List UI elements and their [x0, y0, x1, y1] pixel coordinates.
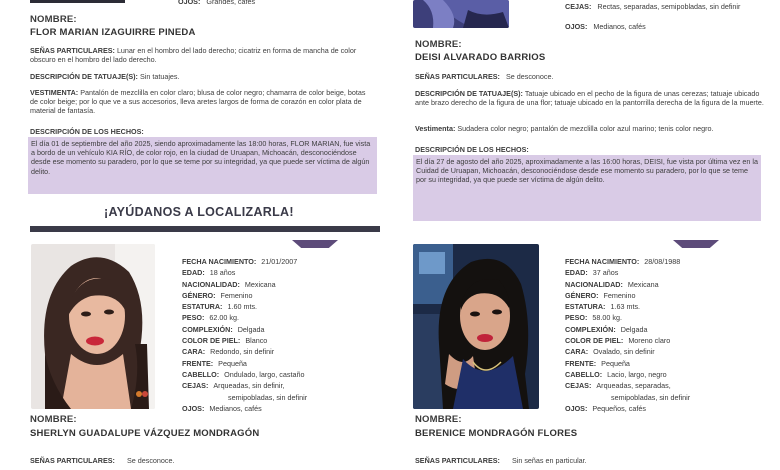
field-label: CEJAS:: [565, 2, 592, 11]
senas-value: Lunar en el hombro del lado derecho; cicatriz en forma de mancha de color obscuro en el hombro del lado derecho.: [30, 46, 357, 65]
tatuajes-block: [30, 72, 375, 81]
detail-value: Medianos, cafés: [209, 403, 262, 413]
vestimenta-value: Pantalón de mezclilla en color claro; blusa de color negro; chamarra de color beige, botas de color beige; por lo que ve a sus accesorios, lleva aretes largos de forma de corazón en color plata de material de fantasía.: [30, 88, 366, 116]
detail-label: GÉNERO:: [182, 290, 216, 300]
hechos-label: DESCRIPCIÓN DE LOS HECHOS:: [415, 145, 529, 154]
detail-value: Redondo, sin definir: [210, 347, 275, 357]
detail-row: [182, 312, 307, 323]
detail-row: [182, 369, 307, 380]
name-label: NOMBRE:: [415, 414, 462, 425]
name-block: [415, 414, 577, 439]
column-divider: [385, 0, 397, 470]
senas-value: Se desconoce.: [505, 72, 554, 81]
detail-row: [565, 256, 690, 267]
field-value: Rectas, separadas, semipobladas, sin definir: [597, 2, 741, 11]
detail-value: Mexicana: [627, 279, 659, 289]
detail-row: [565, 346, 690, 357]
detail-row: [182, 358, 307, 369]
person-name: SHERLYN GUADALUPE VÁZQUEZ MONDRAGÓN: [30, 428, 260, 439]
person-name: BERENICE MONDRAGÓN FLORES: [415, 428, 578, 439]
detail-row: [182, 403, 307, 414]
detail-label: EDAD:: [182, 268, 205, 278]
detail-row: [565, 335, 690, 346]
detail-row: [565, 403, 690, 414]
detail-row: [182, 335, 307, 346]
detail-value: Arqueadas, separadas,: [596, 381, 671, 391]
person-photo: [413, 0, 509, 28]
name-label: NOMBRE:: [30, 14, 77, 25]
detail-value: 21/01/2007: [261, 257, 298, 266]
detail-row: [182, 392, 307, 403]
tatuajes-value: Sin tatuajes.: [139, 72, 180, 81]
detail-row: [182, 301, 307, 312]
details-list: [182, 256, 307, 414]
person-name: FLOR MARIAN IZAGUIRRE PINEDA: [30, 27, 196, 38]
senas-label: SEÑAS PARTICULARES:: [30, 46, 115, 55]
detail-label: EDAD:: [565, 268, 588, 278]
detail-value: Femenino: [603, 290, 636, 300]
senas-block: [30, 456, 375, 465]
detail-value: 1.60 mts.: [227, 302, 258, 312]
detail-value: 58.00 kg.: [592, 313, 622, 323]
detail-label: COMPLEXIÓN:: [565, 324, 616, 334]
detail-label: PESO:: [565, 313, 588, 323]
detail-row: [565, 312, 690, 323]
detail-value: Pequeños, cafés: [592, 403, 646, 413]
detail-row: [182, 324, 307, 335]
detail-value: Moreno claro: [628, 336, 671, 346]
name-label: NOMBRE:: [30, 414, 77, 425]
detail-value: 62.00 kg.: [209, 313, 239, 323]
header-tab: [673, 240, 719, 248]
detail-row: [565, 380, 690, 391]
detail-value: Mexicana: [244, 279, 276, 289]
hechos-box: [413, 155, 761, 221]
person-photo: [31, 244, 155, 409]
detail-label: CABELLO:: [182, 369, 220, 379]
detail-value: Arqueadas, sin definir,: [213, 381, 285, 391]
name-block: [30, 14, 196, 38]
bottom-bar: [30, 226, 380, 232]
detail-label: PESO:: [182, 313, 205, 323]
detail-row: [182, 290, 307, 301]
field-value: Medianos, cafés: [593, 22, 646, 31]
field-label: OJOS:: [565, 22, 588, 31]
detail-label: FECHA NACIMIENTO:: [565, 257, 640, 266]
detail-label: ESTATURA:: [565, 302, 606, 312]
header-tab: [292, 240, 338, 248]
senas-block: [415, 72, 765, 81]
cejas-field: [565, 2, 747, 11]
detail-label: NACIONALIDAD:: [182, 279, 240, 289]
detail-row: [182, 346, 307, 357]
senas-block: [415, 456, 760, 465]
missing-person-card-berenice: [397, 236, 780, 470]
detail-value: Delgada: [237, 324, 265, 334]
detail-row: [565, 369, 690, 380]
vestimenta-label: Vestimenta:: [415, 124, 456, 133]
detail-row: [182, 279, 307, 290]
senas-value: Sin señas en particular.: [511, 456, 587, 465]
vestimenta-block: [415, 124, 765, 133]
detail-label: OJOS:: [565, 403, 588, 413]
detail-value: 37 años: [592, 268, 619, 278]
detail-label: OJOS:: [182, 403, 205, 413]
ojos-field: [565, 22, 646, 31]
detail-value: Blanco: [245, 336, 268, 346]
detail-value: semipobladas, sin definir: [228, 392, 308, 402]
senas-label: SEÑAS PARTICULARES:: [415, 456, 500, 465]
senas-label: SEÑAS PARTICULARES:: [30, 456, 115, 465]
detail-label: ESTATURA:: [182, 302, 223, 312]
detail-value: Femenino: [220, 290, 253, 300]
detail-label: FRENTE:: [182, 358, 214, 368]
detail-value: Pequeña: [601, 358, 630, 368]
name-label: NOMBRE:: [415, 39, 462, 50]
ojos-field: [178, 0, 255, 6]
detail-row: [182, 380, 307, 391]
detail-value: Lacio, largo, negro: [607, 369, 667, 379]
detail-value: Delgada: [620, 324, 648, 334]
tatuajes-label: DESCRIPCIÓN DE TATUAJE(S):: [415, 89, 523, 98]
detail-label: COLOR DE PIEL:: [565, 336, 624, 346]
vestimenta-value: Sudadera color negro; pantalón de mezclilla color azul marino; tenis color negro.: [457, 124, 714, 133]
name-block: [30, 414, 259, 439]
detail-value: Ondulado, largo, castaño: [224, 369, 305, 379]
tatuajes-value: Tatuaje ubicado en el pecho de la figura de unas cerezas; tatuaje ubicado ante brazo derecho de la figura de una flor; tatuaje ubicado en la pantorrilla derecha de la figura de la muerte.: [415, 89, 764, 108]
tatuajes-block: [415, 89, 765, 107]
detail-label: COMPLEXIÓN:: [182, 324, 233, 334]
field-label: OJOS:: [178, 0, 201, 6]
help-banner: ¡AYÚDANOS A LOCALIZARLA!: [104, 205, 294, 219]
detail-row: [565, 324, 690, 335]
missing-person-card-deisi: [397, 0, 780, 232]
detail-label: CEJAS:: [565, 381, 592, 391]
detail-value: Ovalado, sin definir: [593, 347, 655, 357]
senas-value: Se desconoce.: [126, 456, 175, 465]
photo-bottom-edge: [30, 0, 125, 3]
detail-label: FRENTE:: [565, 358, 597, 368]
detail-label: CARA:: [565, 347, 589, 357]
missing-person-card-sherlyn: [0, 236, 385, 470]
vestimenta-block: [30, 88, 375, 116]
detail-row: [182, 256, 307, 267]
detail-value: 1.63 mts.: [610, 302, 641, 312]
detail-label: NACIONALIDAD:: [565, 279, 623, 289]
person-photo: [413, 244, 539, 409]
details-list: [565, 256, 690, 414]
detail-label: CARA:: [182, 347, 206, 357]
detail-row: [565, 267, 690, 278]
detail-value: Pequeña: [218, 358, 247, 368]
detail-value: 28/08/1988: [644, 257, 681, 266]
field-value: Grandes, cafés: [206, 0, 256, 6]
detail-row: [565, 301, 690, 312]
detail-row: [182, 267, 307, 278]
name-block: [415, 39, 545, 63]
senas-block: [30, 46, 375, 64]
detail-label: CABELLO:: [565, 369, 603, 379]
tatuajes-label: DESCRIPCIÓN DE TATUAJE(S):: [30, 72, 138, 81]
detail-row: [565, 358, 690, 369]
detail-row: [565, 279, 690, 290]
detail-label: FECHA NACIMIENTO:: [182, 257, 257, 266]
hechos-label: DESCRIPCIÓN DE LOS HECHOS:: [30, 127, 144, 136]
detail-label: CEJAS:: [182, 381, 209, 391]
senas-label: SEÑAS PARTICULARES:: [415, 72, 500, 81]
detail-row: [565, 290, 690, 301]
person-name: DEISI ALVARADO BARRIOS: [415, 52, 546, 63]
detail-label: GÉNERO:: [565, 290, 599, 300]
hechos-value: El día 01 de septiembre del año 2025, siendo aproximadamente las 18:00 horas, FLOR MARIAN, fue vista a bordo de un vehículo KIA RÍO, de color rojo, en la ciudad de Uruapan, Michoacán, desconociéndose desde ese momento su paradero, por lo que se teme por su integridad, ya que puede ser víctima de algún delito.: [31, 139, 371, 176]
detail-label: COLOR DE PIEL:: [182, 336, 241, 346]
missing-person-card-flor: [0, 0, 385, 232]
vestimenta-label: VESTIMENTA:: [30, 88, 79, 97]
detail-row: [565, 392, 690, 403]
detail-value: 18 años: [209, 268, 236, 278]
detail-value: semipobladas, sin definir: [611, 392, 691, 402]
hechos-box: [28, 137, 377, 194]
hechos-value: El día 27 de agosto del año 2025, aproximadamente a las 16:00 horas, DEISI, fue vista por última vez en la Cuidad de Uruapan, Michoacán, desconociéndose desde ese momento su paradero, por lo que se teme por su integridad, ya que puede ser víctima de algún delito.: [416, 157, 759, 185]
